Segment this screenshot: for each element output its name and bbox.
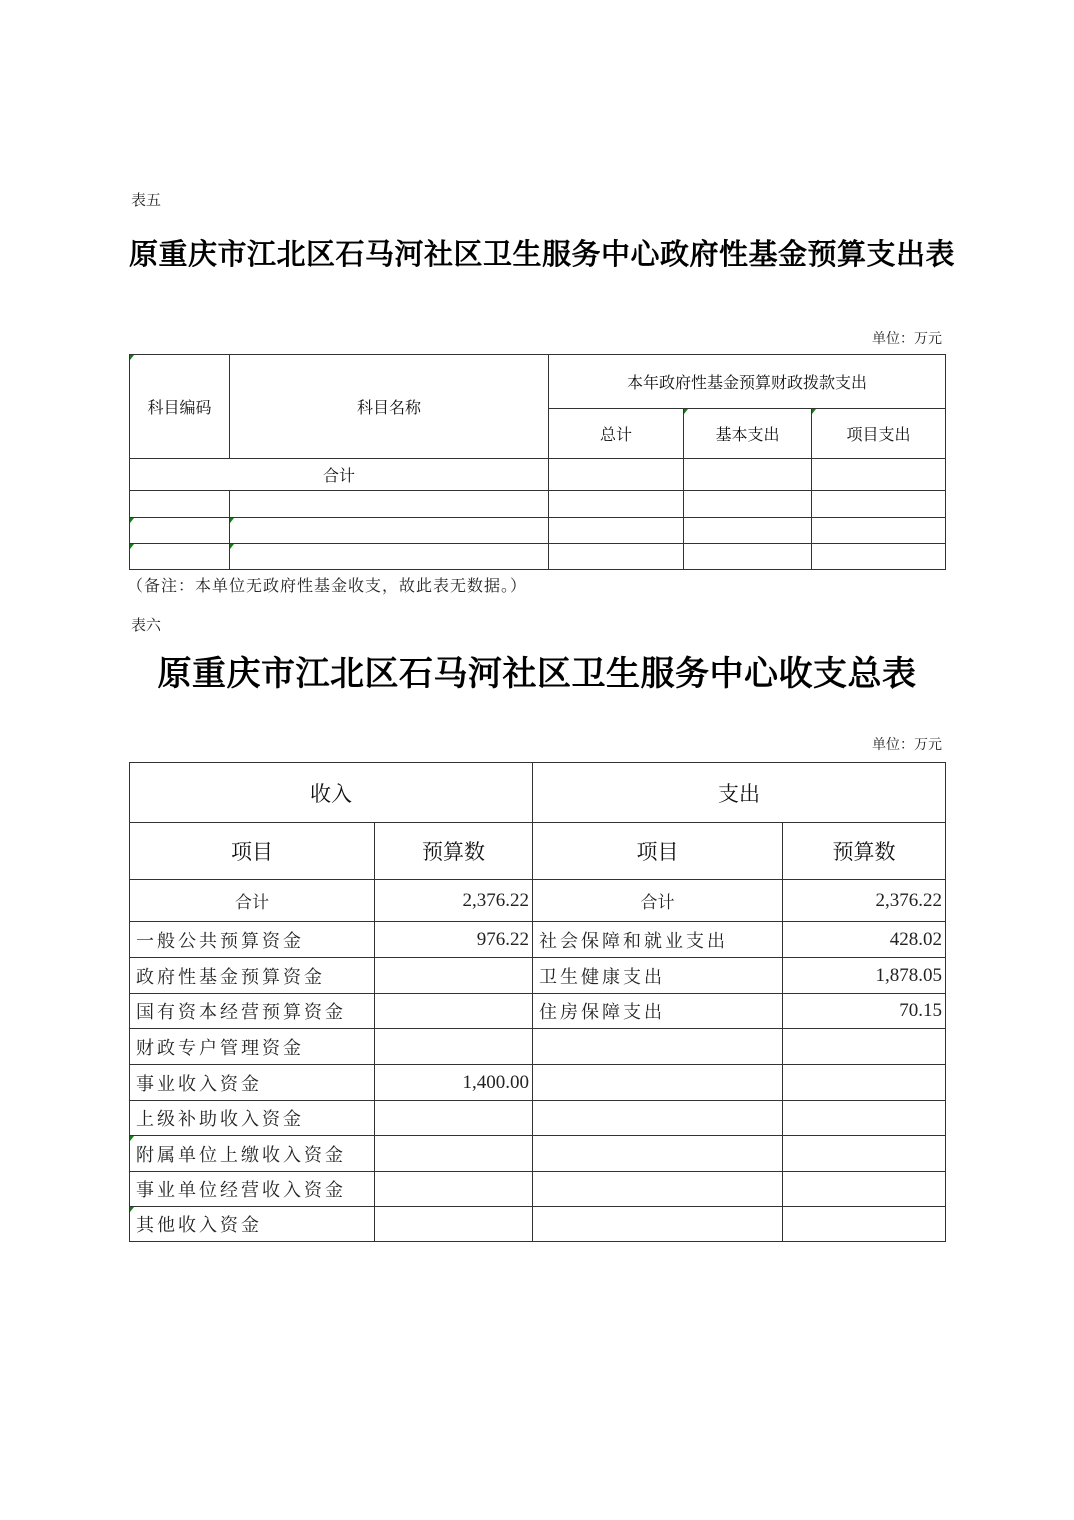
expense-item: [533, 1101, 783, 1136]
row-total: [549, 544, 684, 570]
total-row-total: [549, 459, 684, 491]
table-row: [130, 1029, 946, 1065]
table5-note: （备注：本单位无政府性基金收支，故此表无数据。）: [127, 576, 528, 595]
expense-item: 社会保障和就业支出: [533, 922, 783, 958]
income-item: 国有资本经营预算资金: [130, 994, 375, 1029]
income-item: 事业收入资金: [130, 1065, 375, 1101]
table6-income-expense-summary: [129, 762, 946, 1242]
table-row: [130, 922, 946, 958]
table-row: [130, 491, 946, 518]
header-income-budget: 预算数: [375, 823, 533, 880]
header-expense: 支出: [533, 763, 946, 823]
income-value: [375, 1029, 533, 1065]
expense-item: [533, 1136, 783, 1172]
table5-government-fund-expenditure: [129, 354, 946, 570]
income-item: 财政专户管理资金: [130, 1029, 375, 1065]
row-project: [812, 518, 946, 544]
table-row: [130, 544, 946, 570]
table5-title: 原重庆市江北区石马河社区卫生服务中心政府性基金预算支出表: [129, 239, 956, 271]
table5-unit: 单位：万元: [872, 331, 942, 347]
expense-value: [783, 1101, 946, 1136]
row-code: [130, 491, 230, 518]
row-name: [230, 544, 549, 570]
row-basic: [684, 518, 812, 544]
header-basic-expense: 基本支出: [684, 409, 812, 459]
table6-label: 表六: [131, 616, 162, 634]
row-basic: [684, 544, 812, 570]
row-total: [549, 491, 684, 518]
table6-unit: 单位：万元: [872, 737, 942, 753]
header-income-item: 项目: [130, 823, 375, 880]
expense-item: [533, 1207, 783, 1242]
expense-value: [783, 1029, 946, 1065]
expense-item: [533, 1172, 783, 1207]
header-expense-item: 项目: [533, 823, 783, 880]
expense-value: 428.02: [783, 922, 946, 958]
table-row: [130, 1207, 946, 1242]
total-row-basic: [684, 459, 812, 491]
expense-value: [783, 1207, 946, 1242]
income-value: [375, 1136, 533, 1172]
expense-total-label: 合计: [533, 880, 783, 922]
expense-value: [783, 1065, 946, 1101]
total-row: [130, 880, 946, 922]
row-code: [130, 518, 230, 544]
row-name: [230, 491, 549, 518]
expense-item: 住房保障支出: [533, 994, 783, 1029]
header-income: 收入: [130, 763, 533, 823]
expense-item: [533, 1029, 783, 1065]
income-value: [375, 1207, 533, 1242]
header-project-expense: 项目支出: [812, 409, 946, 459]
income-value: [375, 1172, 533, 1207]
header-fund-appropriation-group: 本年政府性基金预算财政拨款支出: [549, 355, 946, 409]
income-total-label: 合计: [130, 880, 375, 922]
row-code: [130, 544, 230, 570]
header-expense-budget: 预算数: [783, 823, 946, 880]
expense-value: [783, 1172, 946, 1207]
income-value: [375, 994, 533, 1029]
table-row: [130, 1172, 946, 1207]
income-item: 政府性基金预算资金: [130, 958, 375, 994]
expense-value: 1,878.05: [783, 958, 946, 994]
row-project: [812, 491, 946, 518]
row-total: [549, 518, 684, 544]
row-project: [812, 544, 946, 570]
row-name: [230, 518, 549, 544]
income-total-value: 2,376.22: [375, 880, 533, 922]
table-row: [130, 1101, 946, 1136]
expense-value: [783, 1136, 946, 1172]
header-subject-code: 科目编码: [130, 355, 230, 459]
income-value: 976.22: [375, 922, 533, 958]
income-item: 其他收入资金: [130, 1207, 375, 1242]
header-total: 总计: [549, 409, 684, 459]
expense-item: [533, 1065, 783, 1101]
income-item: 上级补助收入资金: [130, 1101, 375, 1136]
income-item: 一般公共预算资金: [130, 922, 375, 958]
table-row: [130, 518, 946, 544]
table-row: [130, 1136, 946, 1172]
table-row: [130, 994, 946, 1029]
income-value: [375, 1101, 533, 1136]
total-row-label: 合计: [130, 459, 549, 491]
expense-total-value: 2,376.22: [783, 880, 946, 922]
total-row: [130, 459, 946, 491]
table-row: [130, 958, 946, 994]
total-row-project: [812, 459, 946, 491]
income-value: 1,400.00: [375, 1065, 533, 1101]
income-item: 附属单位上缴收入资金: [130, 1136, 375, 1172]
income-value: [375, 958, 533, 994]
header-subject-name: 科目名称: [230, 355, 549, 459]
table6-title: 原重庆市江北区石马河社区卫生服务中心收支总表: [157, 656, 917, 693]
table5-label: 表五: [131, 191, 162, 209]
income-item: 事业单位经营收入资金: [130, 1172, 375, 1207]
table-row: [130, 1065, 946, 1101]
expense-item: 卫生健康支出: [533, 958, 783, 994]
row-basic: [684, 491, 812, 518]
expense-value: 70.15: [783, 994, 946, 1029]
